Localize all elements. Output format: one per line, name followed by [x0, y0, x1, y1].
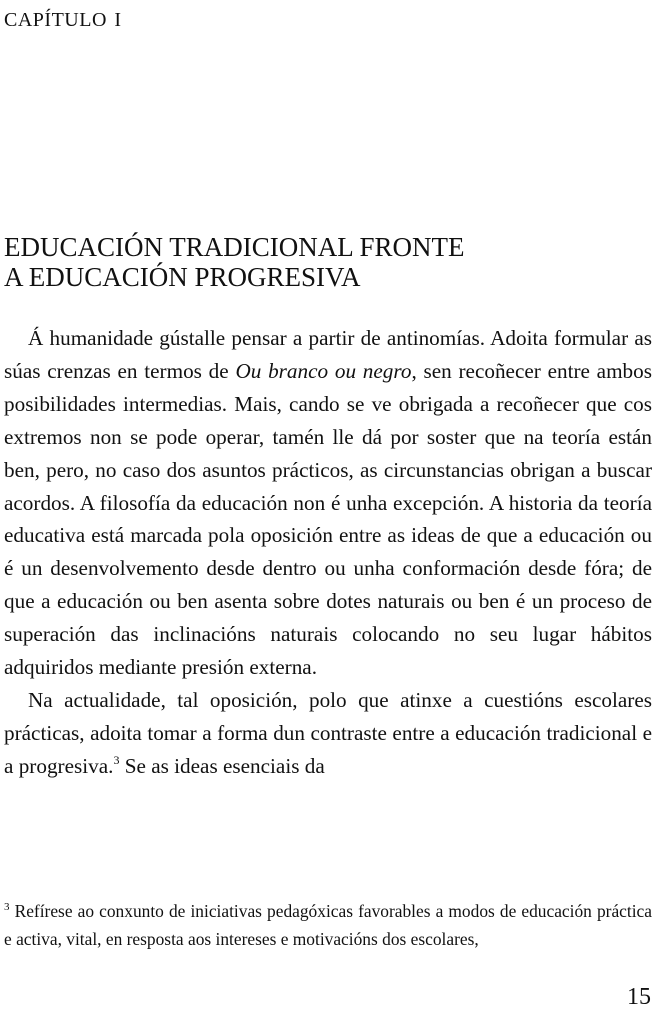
- paragraph-1-text-a: Á humanidade gústalle pensar a partir de antinomías. Adoita formular as súas crenzas en termos de: [4, 326, 652, 383]
- paragraph-1: [4, 322, 652, 684]
- paragraph-2-text-b: Se as ideas esenciais da: [119, 753, 325, 778]
- section-title-line-2: A EDUCACIÓN PROGRESIVA: [4, 262, 361, 292]
- paragraph-2-text-a: Na actualidade, tal oposición, polo que atinxe a cuestións escolares prácticas, adoita tomar a forma dun contraste entre a educación tradicional e a progresiva.: [4, 687, 652, 778]
- italic-phrase: Ou branco ou negro: [235, 358, 412, 383]
- page-number: 15: [627, 984, 651, 1010]
- footnote-reference[interactable]: 3: [113, 752, 120, 767]
- body-text: [4, 322, 652, 783]
- paragraph-2: [4, 684, 652, 783]
- chapter-label: capítulo i: [4, 2, 122, 33]
- section-title-line-1: EDUCACIÓN TRADICIONAL FRONTE: [4, 232, 465, 262]
- section-title: [4, 232, 465, 292]
- footnote-number: 3: [4, 901, 10, 913]
- footnote-text: Refírese ao conxunto de iniciativas pedagóxicas favorables a modos de educación práctica e activa, vital, en resposta aos intereses e motivacións dos escolares,: [4, 901, 652, 949]
- footnote: [4, 897, 652, 953]
- paragraph-1-text-b: , sen recoñecer entre ambos posibilidades intermedias. Mais, cando se ve obrigada a recoñecer que cos extremos non se pode operar, tamén lle dá por soster que na teoría están ben, pero, no caso dos asuntos prácticos, as circunstancias obrigan a buscar acordos. A filosofía da educación non é unha excepción. A historia da teoría educativa está marcada pola oposición entre as ideas de que a educación ou é un desenvolvemento desde dentro ou unha conformación desde fóra; de que a educación ou ben asenta sobre dotes naturais ou ben é un proceso de superación das inclinacións naturais colocando no seu lugar hábitos adquiridos mediante presión externa.: [4, 358, 652, 680]
